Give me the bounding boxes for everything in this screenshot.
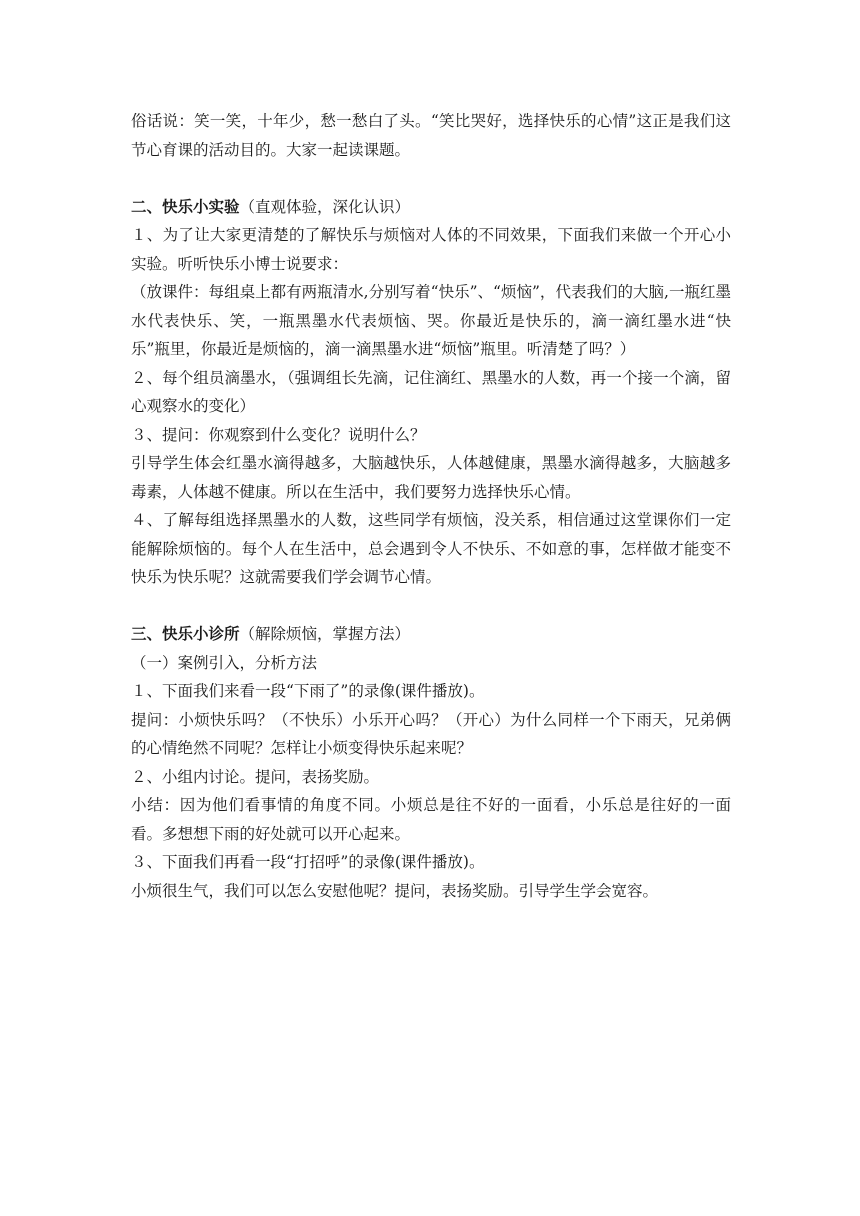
section3-paragraph-6: ３、下面我们再看一段“打招呼”的录像(课件播放)。 — [131, 853, 485, 871]
section2-heading — [131, 193, 731, 222]
document-page — [131, 107, 731, 905]
section3-heading — [131, 620, 731, 649]
section2-paragraph-1: １、为了让大家更清楚的了解快乐与烦恼对人体的不同效果，下面我们来做一个开心小实验。听听快乐小博士说要求： — [131, 226, 731, 273]
section3-paragraph-2: １、下面我们来看一段“下雨了”的录像(课件播放)。 — [131, 682, 485, 700]
section3-paragraph-3: 提问：小烦快乐吗？（不快乐）小乐开心吗？（开心）为什么同样一个下雨天，兄弟俩的心情绝然不同呢？怎样让小烦变得快乐起来呢？ — [131, 710, 731, 757]
section2-heading-title: 二、快乐小实验 — [131, 196, 240, 216]
section3-paragraph-7: 小烦很生气，我们可以怎么安慰他呢？提问，表扬奖励。引导学生学会宽容。 — [131, 881, 659, 900]
section3-paragraph-4: ２、小组内讨论。提问，表扬奖励。 — [131, 767, 380, 786]
section3-paragraph-1: （一）案例引入，分析方法 — [131, 653, 318, 672]
section2-paragraph-3: ２、每个组员滴墨水，（强调组长先滴，记住滴红、黑墨水的人数，再一个接一个滴，留心观察水的变化） — [131, 368, 731, 415]
section2-paragraph-4: ３、提问：你观察到什么变化？说明什么？ — [131, 425, 426, 444]
section3-paragraph-5: 小结：因为他们看事情的角度不同。小烦总是往不好的一面看，小乐总是往好的一面看。多想想下雨的好处就可以开心起来。 — [131, 796, 731, 843]
paragraph-gap — [131, 164, 731, 193]
intro-paragraph: 俗话说：笑一笑，十年少，愁一愁白了头。“笑比哭好，选择快乐的心情”这正是我们这节心育课的活动目的。大家一起读课题。 — [131, 112, 731, 159]
paragraph-gap — [131, 592, 731, 621]
section3-heading-title: 三、快乐小诊所 — [131, 624, 240, 643]
section2-paragraph-2: （放课件：每组桌上都有两瓶清水,分别写着“快乐”、“烦恼”，代表我们的大脑,一瓶红墨水代表快乐、笑，一瓶黑墨水代表烦恼、哭。你最近是快乐的，滴一滴红墨水进“快乐”瓶里，你最近是烦恼的，滴一滴黑墨水进“烦恼”瓶里。听清楚了吗？） — [131, 283, 731, 358]
section2-paragraph-5: 引导学生体会红墨水滴得越多，大脑越快乐，人体越健康，黑墨水滴得越多，大脑越多毒素，人体越不健康。所以在生活中，我们要努力选择快乐心情。 — [131, 454, 731, 501]
section2-paragraph-6: ４、了解每组选择黑墨水的人数，这些同学有烦恼，没关系，相信通过这堂课你们一定能解除烦恼的。每个人在生活中，总会遇到令人不快乐、不如意的事，怎样做才能变不快乐为快乐呢？这就需要我们学会调节心情。 — [131, 511, 731, 586]
section3-heading-note: （解除烦恼，掌握方法） — [239, 625, 411, 643]
section2-heading-note: （直观体验，深化认识） — [239, 197, 411, 216]
